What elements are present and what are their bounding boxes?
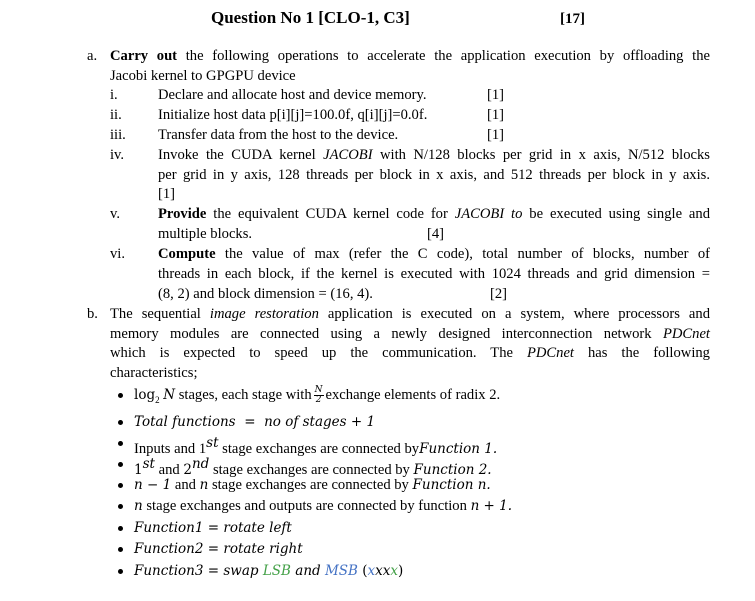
bullet-3-sup: st xyxy=(206,435,219,451)
question-title: Question No 1 [CLO-1, C3] xyxy=(211,8,410,27)
part-a-intro-line2: Jacobi kernel to GPGPU device xyxy=(110,68,296,84)
n-variable: N xyxy=(163,387,176,403)
item-iv-line2: per grid in y axis, 128 threads per block in x axis, and 512 threads per block in y axis. xyxy=(158,167,710,183)
intro-line1-text: the following operations to accelerate the application execution by offloading the xyxy=(185,48,710,64)
item-vi-text: the value of max (refer the C code), total number of blocks, number of xyxy=(224,246,710,262)
item-v-line2: multiple blocks. xyxy=(158,226,253,242)
part-b-label: b. xyxy=(87,306,98,322)
pdcnet-italic-2: PDCnet xyxy=(526,345,574,361)
carry-out-bold: Carry out xyxy=(110,48,178,64)
fraction-numerator: N xyxy=(314,385,323,396)
bullet-4-sup2: nd xyxy=(191,456,210,472)
bullet-3-text-a: Inputs and 1 xyxy=(134,440,207,457)
item-iii-marks: [1] xyxy=(487,127,505,143)
part-b-line1 xyxy=(110,305,710,323)
part-b-line2 xyxy=(110,325,710,343)
bullet-dot-6 xyxy=(118,504,123,509)
item-ii-number: ii. xyxy=(110,107,122,123)
item-i-marks: [1] xyxy=(487,87,505,103)
bullet-3-text-b: stage exchanges are connected by xyxy=(222,440,420,457)
open-paren: ( xyxy=(362,563,368,579)
item-v-kernel: JACOBI to xyxy=(454,206,523,222)
bullet-dot-1 xyxy=(118,393,123,398)
bullet-4-math: Function 2. xyxy=(413,461,492,478)
bullet-dot-3 xyxy=(118,441,123,446)
bullet-7: Function1 = rotate left xyxy=(134,520,292,536)
bullet-4-text-b: stage exchanges are connected by xyxy=(212,461,410,478)
lsb-label: LSB xyxy=(262,563,291,579)
log-text: log xyxy=(134,387,156,403)
bullet-1 xyxy=(134,386,500,409)
item-i-number: i. xyxy=(110,87,118,103)
bullet-dot-7 xyxy=(118,526,123,531)
middle-bits: xx xyxy=(375,563,391,579)
n-over-2-fraction xyxy=(314,386,324,405)
bullet-4-m2: 2 xyxy=(183,461,192,478)
bullet-5-math-b: n xyxy=(199,477,209,493)
item-vi-number: vi. xyxy=(110,246,125,262)
bullet-5-text-b: stage exchanges are connected by xyxy=(211,477,409,493)
part-b-text-a: The sequential xyxy=(110,306,201,322)
bullet-9-math-a: Function3 = swap xyxy=(134,563,259,579)
item-iv-text-a: Invoke the CUDA kernel xyxy=(158,147,316,163)
bullet-4-sup1: st xyxy=(142,456,155,472)
item-iv-text-b: with N/128 blocks per grid in x axis, N/512 blocks xyxy=(380,147,710,163)
msb-bit: x xyxy=(367,563,376,579)
part-b-line3 xyxy=(110,344,710,362)
item-iii-text: Transfer data from the host to the device. xyxy=(158,127,399,143)
bullet-5-math-c: Function n. xyxy=(412,477,491,493)
part-a-intro-line1 xyxy=(110,47,710,65)
close-paren: ) xyxy=(398,563,404,579)
item-vi-marks: [2] xyxy=(490,286,508,302)
bullet-6-math-a: n xyxy=(134,498,143,514)
item-vi-line3: (8, 2) and block dimension = (16, 4). xyxy=(158,286,373,302)
part-b-line2-text: memory modules are connected using a newly designed interconnection network xyxy=(110,326,652,342)
bullet-8: Function2 = rotate right xyxy=(134,541,303,557)
image-restoration-italic: image restoration xyxy=(209,306,319,322)
bullet-4-m1: 1 xyxy=(134,461,143,478)
item-vi-line2: threads in each block, if the kernel is executed with 1024 threads and grid dimension = xyxy=(158,266,710,282)
item-i-text: Declare and allocate host and device memory. xyxy=(158,87,427,103)
provide-bold: Provide xyxy=(158,206,207,222)
item-v-number: v. xyxy=(110,206,120,222)
log-base: 2 xyxy=(155,394,160,405)
total-marks: [17] xyxy=(560,11,585,27)
bullet-5 xyxy=(134,476,491,494)
part-b-line4: characteristics; xyxy=(110,365,198,381)
bullet-1-text-a: stages, each stage with xyxy=(178,387,312,403)
part-b-line3-text-a: which is expected to speed up the communication. The xyxy=(110,345,513,361)
bullet-6 xyxy=(134,497,512,515)
compute-bold: Compute xyxy=(158,246,216,262)
bullet-4-text-a: and xyxy=(158,461,180,478)
part-b-line3-text-b: has the following xyxy=(587,345,710,361)
bullet-dot-8 xyxy=(118,547,123,552)
item-iv-number: iv. xyxy=(110,147,125,163)
bullet-dot-2 xyxy=(118,420,123,425)
bullet-6-text: stage exchanges and outputs are connected by function xyxy=(146,498,467,514)
bullet-2: Total functions = no of stages + 1 xyxy=(134,414,376,430)
item-ii-text: Initialize host data p[i][j]=100.0f, q[i][j]=0.0f. xyxy=(158,107,428,123)
bullet-dot-4 xyxy=(118,462,123,467)
bullet-9 xyxy=(134,562,403,580)
lsb-bit: x xyxy=(390,563,399,579)
item-iv-marks: [1] xyxy=(158,186,176,202)
item-v-text-a: the equivalent CUDA kernel code for xyxy=(213,206,448,222)
item-iv-kernel: JACOBI xyxy=(323,147,373,163)
bullet-dot-5 xyxy=(118,483,123,488)
fraction-denominator: 2 xyxy=(315,395,322,406)
pdcnet-italic-1: PDCnet xyxy=(662,326,710,342)
item-v-marks: [4] xyxy=(427,226,445,242)
msb-label: MSB xyxy=(324,563,358,579)
item-vi-line1 xyxy=(158,245,710,263)
item-v-text-b: be executed using single and xyxy=(529,206,710,222)
item-v-line1 xyxy=(158,205,710,223)
bullet-6-math-b: n + 1. xyxy=(470,498,513,514)
and-label: and xyxy=(295,563,321,579)
item-iv-line1 xyxy=(158,146,710,164)
part-b-text-b: application is executed on a system, where processors and xyxy=(327,306,710,322)
item-ii-marks: [1] xyxy=(487,107,505,123)
bullet-5-text-a: and xyxy=(174,477,196,493)
bullet-1-text-b: exchange elements of radix 2. xyxy=(325,387,501,403)
bullet-3-math: Function 1. xyxy=(419,440,498,457)
item-iii-number: iii. xyxy=(110,127,126,143)
bullet-5-math-a: n − 1 xyxy=(134,477,172,493)
part-a-label: a. xyxy=(87,48,98,64)
bullet-dot-9 xyxy=(118,569,123,574)
